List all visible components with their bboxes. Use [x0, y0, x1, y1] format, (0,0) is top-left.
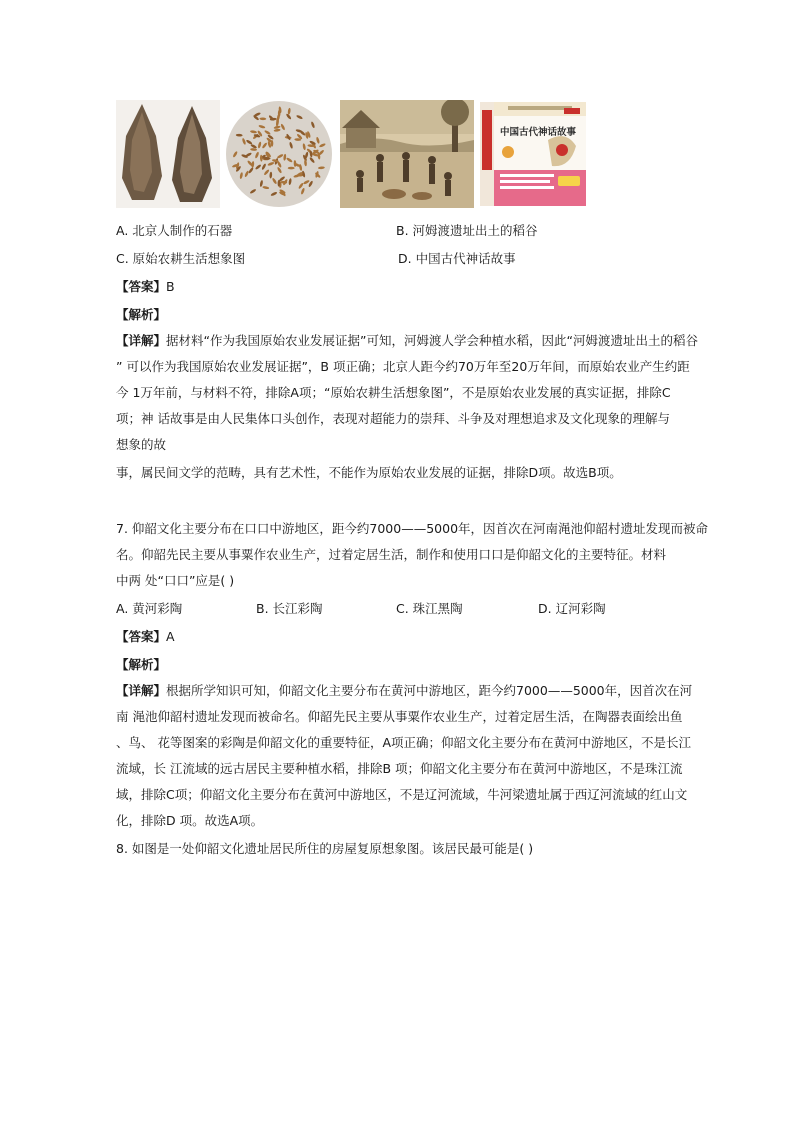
- q7-analysis-label: 【解析】: [116, 657, 167, 672]
- q7-option-d: D. 辽河彩陶: [538, 601, 606, 616]
- book-title: 中国古代神话故事: [500, 127, 577, 138]
- q7-detail-line: 流域，长 江流域的远古居民主要种植水稻，排除B 项；仰韶文化主要分布在黄河中游地区，不是珠江流: [116, 761, 683, 776]
- q7-detail-line: 南 渑池仰韶村遗址发现而被命名。仰韶先民主要从事粟作农业生产，过着定居生活，在陶器表面绘出鱼: [116, 709, 683, 724]
- farming-life-image: [340, 100, 474, 208]
- stone-tools-image: [116, 100, 220, 208]
- myth-book-image: [478, 100, 588, 208]
- answer-label: 【答案】: [116, 629, 167, 644]
- q7-option-b: B. 长江彩陶: [256, 601, 323, 616]
- detail-label: 【详解】: [116, 333, 167, 348]
- answer-value: A: [166, 629, 175, 644]
- q6-detail-line: 想象的故: [116, 437, 167, 452]
- q6-option-a: A. 北京人制作的石器: [116, 223, 233, 238]
- q7-detail-line: 、鸟、 花等图案的彩陶是仰韶文化的重要特征，A项正确；仰韶文化主要分布在黄河中游地区，不是长江: [116, 735, 692, 750]
- q8-stem: 8. 如图是一处仰韶文化遗址居民所住的房屋复原想象图。该居民最可能是( ): [116, 841, 534, 856]
- q7-option-c: C. 珠江黑陶: [396, 601, 463, 616]
- detail-label: 【详解】: [116, 683, 167, 698]
- q7-detail-line: 化，排除D 项。故选A项。: [116, 813, 264, 828]
- q7-stem-line: 名。仰韶先民主要从事粟作农业生产，过着定居生活，制作和使用口口是仰韶文化的主要特征。材料: [116, 547, 667, 562]
- q7-stem-line: 中两 处“口口”应是( ): [116, 573, 235, 588]
- q6-option-b: B. 河姆渡遗址出土的稻谷: [396, 223, 538, 238]
- q6-option-d: D. 中国古代神话故事: [398, 251, 516, 266]
- q7-option-a: A. 黄河彩陶: [116, 601, 183, 616]
- answer-label: 【答案】: [116, 279, 167, 294]
- q6-analysis-label: 【解析】: [116, 307, 167, 322]
- q7-answer: [116, 628, 175, 646]
- q7-detail-line: 域，排除C项；仰韶文化主要分布在黄河中游地区，不是辽河流域，牛河梁遗址属于西辽河流域的红山文: [116, 787, 688, 802]
- q6-detail-line: 【详解】据材料“作为我国原始农业发展证据”可知，河姆渡人学会种植水稻，因此“河姆渡遗址出土的稻谷: [116, 333, 698, 348]
- rice-grains-image: [224, 100, 334, 208]
- q6-detail-line: 项；神 话故事是由人民集体口头创作，表现对超能力的崇拜、斗争及对理想追求及文化现象的理解与: [116, 411, 670, 426]
- q7-stem-line: 7. 仰韶文化主要分布在口口中游地区，距今约7000——5000年，因首次在河南渑池仰韶村遗址发现而被命: [116, 521, 709, 536]
- q6-detail-line: 今 1万年前，与材料不符，排除A项；“原始农耕生活想象图”，不是原始农业发展的真实证据，排除C: [116, 385, 671, 400]
- rice-grain: [288, 167, 295, 170]
- q6-answer: [116, 278, 175, 296]
- q6-detail-line: 事，属民间文学的范畴，具有艺术性，不能作为原始农业发展的证据，排除D项。故选B项。: [116, 465, 622, 480]
- q6-option-c: C. 原始农耕生活想象图: [116, 251, 246, 266]
- q6-detail-line: ” 可以作为我国原始农业发展证据”，B 项正确；北京人距今约70万年至20万年间，而原始农业产生约距: [116, 359, 690, 374]
- q7-detail-line: 【详解】根据所学知识可知，仰韶文化主要分布在黄河中游地区，距今约7000——5000年，因首次在河: [116, 683, 693, 698]
- answer-value: B: [166, 279, 175, 294]
